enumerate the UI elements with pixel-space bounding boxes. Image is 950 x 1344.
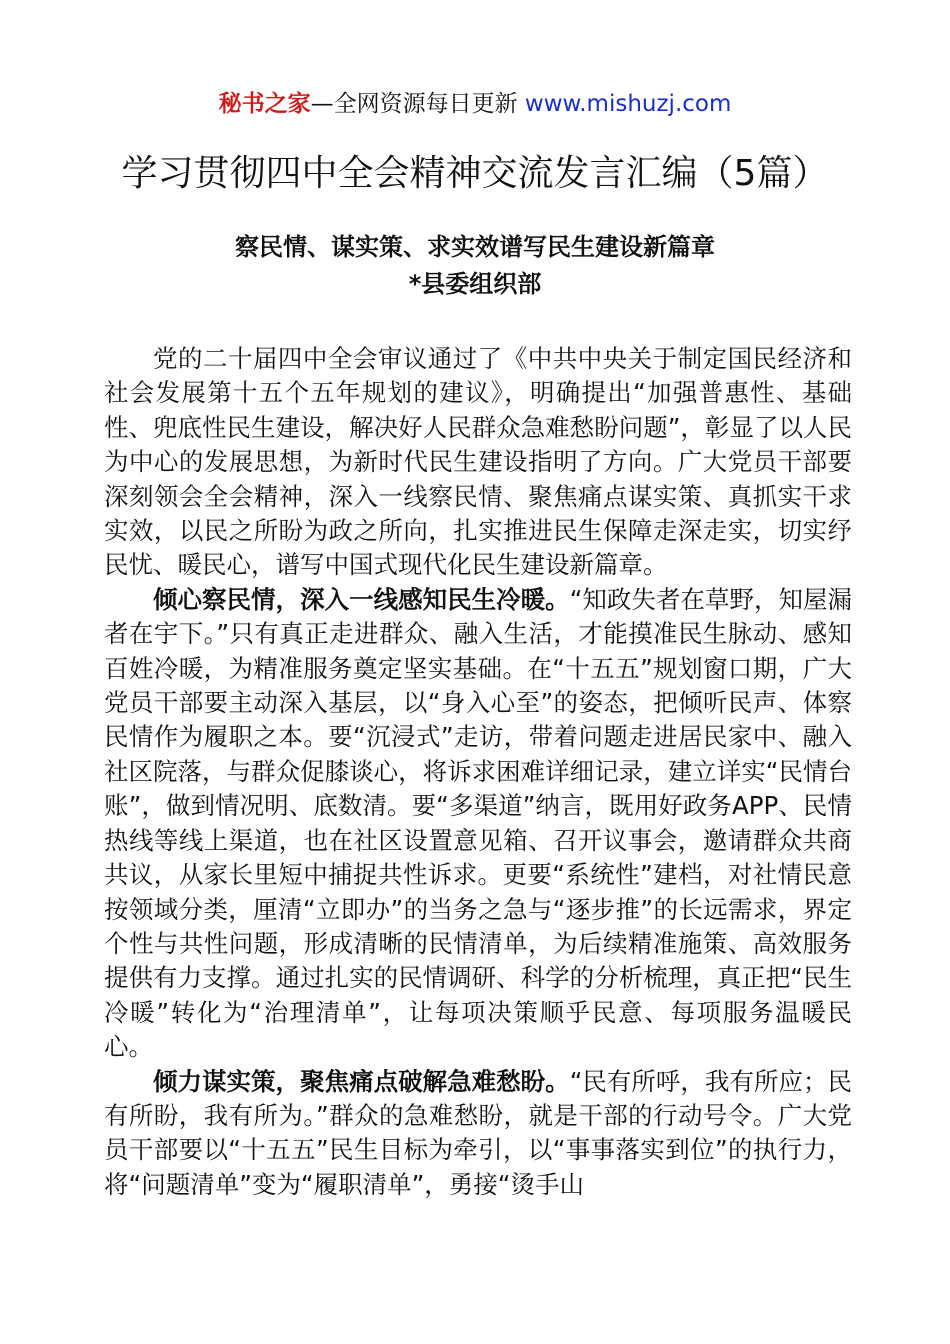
article-body: [104, 342, 852, 1202]
site-slogan: 全网资源每日更新: [333, 91, 518, 117]
paragraph: [104, 583, 852, 1065]
paragraph-lead: 倾力谋实策，聚焦痛点破解急难愁盼。: [153, 1066, 570, 1096]
document-title: 学习贯彻四中全会精神交流发言汇编（5篇）: [121, 153, 829, 194]
paragraph-text: 党的二十届四中全会审议通过了《中共中央关于制定国民经济和社会发展第十五个五年规划的建议》，明确提出“加强普惠性、基础性、兜底性民生建设，解决好人民群众急难愁盼问题”，彰显了以人民为中心的发展思想，为新时代民生建设指明了方向。广大党员干部要深刻领会全会精神，深入一线察民情、聚焦痛点谋实策、真抓实干求实效，以民之所盼为政之所向，扎实推进民生保障走深走实，切实纾民忧、暖民心，谱写中国式现代化民生建设新篇章。: [104, 344, 852, 580]
paragraph: [104, 1065, 852, 1203]
header-separator: —: [310, 91, 334, 117]
paragraph-text: “民有所呼，我有所应；民有所盼，我有所为。”群众的急难愁盼，就是干部的行动号令。广大党员干部要以“十五五”民生目标为牵引，以“事事落实到位”的执行力，将“问题清单”变为“履职清单”，勇接“烫手山: [104, 1066, 852, 1199]
paragraph: [104, 342, 852, 583]
site-brand: 秘书之家: [218, 91, 311, 117]
site-url-link[interactable]: www.mishuzj.com: [524, 91, 732, 117]
article-title: 察民情、谋实策、求实效谱写民生建设新篇章: [235, 233, 715, 261]
article-author: *县委组织部: [408, 270, 542, 298]
paragraph-text: “知政失者在草野，知屋漏者在宇下。”只有真正走进群众、融入生活，才能摸准民生脉动、感知百姓冷暖，为精准服务奠定坚实基础。在“十五五”规划窗口期，广大党员干部要主动深入基层，以“身入心至”的姿态，把倾听民声、体察民情作为履职之本。要“沉浸式”走访，带着问题走进居民家中、融入社区院落，与群众促膝谈心，将诉求困难详细记录，建立详实“民情台账”，做到情况明、底数清。要“多渠道”纳言，既用好政务APP、民情热线等线上渠道，也在社区设置意见箱、召开议事会，邀请群众共商共议，从家长里短中捕捉共性诉求。更要“系统性”建档，对社情民意按领域分类，厘清“立即办”的当务之急与“逐步推”的长远需求，界定个性与共性问题，形成清晰的民情清单，为后续精准施策、高效服务提供有力支撑。通过扎实的民情调研、科学的分析梳理，真正把“民生冷暖”转化为“治理清单”，让每项决策顺乎民意、每项服务温暖民心。: [104, 584, 852, 1062]
paragraph-lead: 倾心察民情，深入一线感知民生冷暖。: [153, 584, 570, 614]
site-header: [0, 88, 950, 120]
